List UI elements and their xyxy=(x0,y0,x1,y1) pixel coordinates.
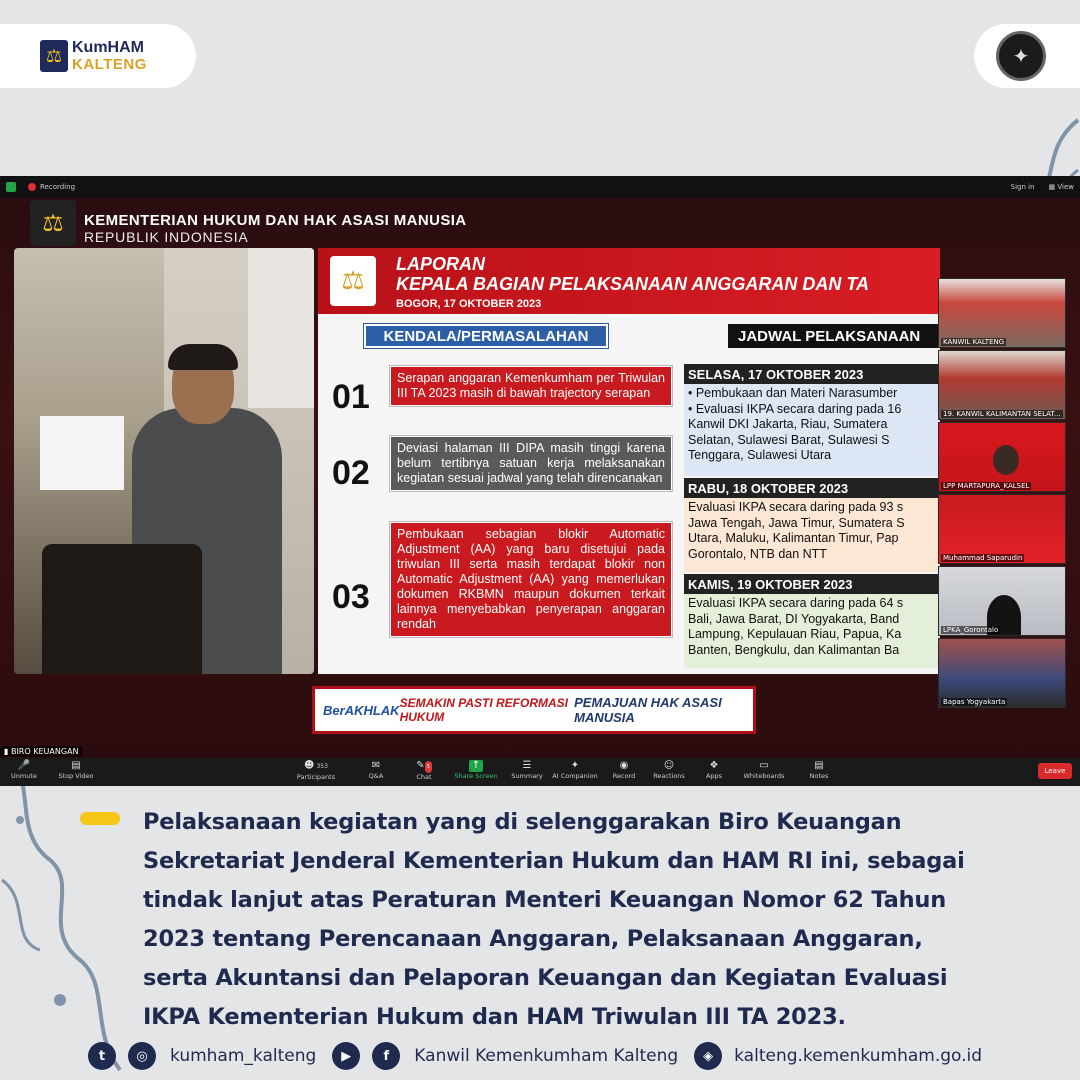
participant-name: Muhammad Saparudin xyxy=(943,554,1023,562)
participants-icon: ☻ 353 xyxy=(304,760,328,771)
slide-date: BOGOR, 17 OKTOBER 2023 xyxy=(396,298,542,310)
schedule-line: • Pembukaan dan Materi Narasumber xyxy=(688,386,898,400)
notes-button[interactable] xyxy=(795,760,843,786)
slogan-reformasi: SEMAKIN PASTI REFORMASI HUKUM xyxy=(399,696,569,724)
participant-tile[interactable] xyxy=(938,494,1066,564)
schedule-day: KAMIS, 19 OKTOBER 2023 xyxy=(684,574,940,594)
slide-header xyxy=(318,248,940,314)
chat-label: Chat xyxy=(416,773,432,781)
stop-video-button[interactable] xyxy=(52,760,100,786)
video-camera-icon: ▤ xyxy=(71,760,81,771)
seal-container xyxy=(974,24,1080,88)
share-screen-button[interactable] xyxy=(452,760,500,786)
participants-label: Participants xyxy=(296,773,336,781)
participant-tile[interactable] xyxy=(938,566,1066,636)
whiteboards-label: Whiteboards xyxy=(743,772,785,780)
caption-line: serta Akuntansi dan Pelaporan Keuangan dan Kegiatan Evaluasi xyxy=(143,965,948,991)
schedule-line: Gorontalo, NTB dan NTT xyxy=(688,546,827,561)
issue-text: Serapan anggaran Kemenkumham per Triwulan III TA 2023 masih di bawah trajectory serapan xyxy=(390,366,672,406)
notes-icon: ▤ xyxy=(814,760,824,771)
schedule-line: Bali, Jawa Barat, DI Yogyakarta, Band xyxy=(688,611,900,626)
apps-icon: ❖ xyxy=(709,760,719,771)
caption-line: tindak lanjut atas Peraturan Menteri Keuangan Nomor 62 Tahun xyxy=(143,887,947,913)
apps-label: Apps xyxy=(705,772,723,780)
issue-text: Pembukaan sebagian blokir Automatic Adjustment (AA) yang baru disetujui pada triwulan III serta masih terdapat blokir non Automatic Adjustment (AA) yang memerlukan dokumen RKBMN maupun dokumen terkait lainnya menyebabkan penyerapan anggaran rendah xyxy=(390,522,672,637)
institution-seal-icon: ✦ xyxy=(996,31,1046,81)
schedule-line: Tenggara, Sulawesi Utara xyxy=(688,448,832,462)
schedule-day: RABU, 18 OKTOBER 2023 xyxy=(684,478,940,498)
participant-name: LPP MARTAPURA_KALSEL xyxy=(943,482,1030,490)
record-dot-icon xyxy=(28,183,36,191)
recording-label: Recording xyxy=(40,183,76,191)
social-handle[interactable]: kumham_kalteng xyxy=(170,1046,317,1066)
website-link[interactable]: kalteng.kemenkumham.go.id xyxy=(734,1046,983,1066)
caption-line: Sekretariat Jenderal Kementerian Hukum dan HAM RI ini, sebagai xyxy=(143,848,965,874)
stop-video-label: Stop Video xyxy=(58,772,94,780)
signal-icon: ▮ xyxy=(4,747,9,756)
reactions-label: Reactions xyxy=(653,772,685,780)
whiteboards-button[interactable] xyxy=(740,760,788,786)
caption-line: IKPA Kementerian Hukum dan HAM Triwulan III TA 2023. xyxy=(143,1004,846,1030)
chat-badge: 5 xyxy=(425,761,432,773)
caption-line: Pelaksanaan kegiatan yang di selenggarakan Biro Keuangan xyxy=(143,809,902,835)
slide-emblem-icon: ⚖ xyxy=(330,256,376,306)
ministry-emblem-icon: ⚖ xyxy=(30,200,76,246)
qa-button[interactable] xyxy=(352,760,400,786)
globe-icon[interactable]: ◈ xyxy=(694,1042,722,1070)
schedule-line: Jawa Tengah, Jawa Timur, Sumatera S xyxy=(688,515,905,530)
youtube-icon[interactable]: ▶ xyxy=(332,1042,360,1070)
zoom-meeting-window xyxy=(0,176,1080,786)
schedule-line: Kanwil DKI Jakarta, Riau, Sumatera xyxy=(688,417,888,431)
meeting-video-area xyxy=(0,198,1080,758)
qa-label: Q&A xyxy=(368,772,384,780)
participant-tile[interactable] xyxy=(938,638,1066,708)
schedule-day: SELASA, 17 OKTOBER 2023 xyxy=(684,364,940,384)
caption-bullet xyxy=(80,812,120,825)
sparkle-icon: ✦ xyxy=(570,760,580,771)
ai-companion-label: AI Companion xyxy=(552,772,598,780)
unmute-button[interactable] xyxy=(0,760,48,786)
whiteboard-icon: ▭ xyxy=(759,760,769,771)
slogan-pemajuan: PEMAJUAN HAK ASASI MANUSIA xyxy=(574,695,722,725)
facebook-name[interactable]: Kanwil Kemenkumham Kalteng xyxy=(414,1046,679,1066)
schedule-body xyxy=(684,498,940,572)
footer-social-bar xyxy=(88,1040,982,1072)
view-label: View xyxy=(1057,183,1074,191)
podium xyxy=(42,544,202,674)
apps-button[interactable] xyxy=(690,760,738,786)
participant-name: KANWIL KALTENG xyxy=(943,338,1005,346)
participant-avatar xyxy=(993,445,1019,475)
chat-icon: ✎ 5 xyxy=(416,760,430,771)
instagram-icon[interactable]: ◎ xyxy=(128,1042,156,1070)
participant-tile[interactable] xyxy=(938,422,1066,492)
kendala-header: KENDALA/PERMASALAHAN xyxy=(364,324,608,348)
jadwal-header: JADWAL PELAKSANAAN xyxy=(728,324,940,348)
qa-icon: ✉ xyxy=(371,760,381,771)
caption-line: 2023 tentang Perencanaan Anggaran, Pelaksanaan Anggaran, xyxy=(143,926,923,952)
issue-text: Deviasi halaman III DIPA masih tinggi karena belum tertibnya satuan kerja melaksanakan kegiatan sesuai jadwal yang telah direncanakan xyxy=(390,436,672,491)
participant-tile[interactable] xyxy=(938,278,1066,348)
brand-logo xyxy=(0,24,196,88)
slogan-berakhlak: BerAKHLAK xyxy=(323,702,400,718)
caption-text xyxy=(143,803,1003,1037)
record-label: Record xyxy=(612,772,636,780)
presentation-slide xyxy=(318,248,940,674)
view-button[interactable]: ▦ View xyxy=(1048,183,1074,191)
schedule-line: • Evaluasi IKPA secara daring pada 16 xyxy=(688,401,902,416)
schedule-line: Lampung, Kepulauan Riau, Papua, Ka xyxy=(688,627,902,641)
speaker-name: BIRO KEUANGAN xyxy=(10,747,79,756)
chat-button[interactable] xyxy=(400,760,448,786)
share-screen-icon: ↑ xyxy=(469,760,483,772)
summary-button[interactable] xyxy=(503,760,551,786)
logo-line2: KALTENG xyxy=(72,56,147,73)
participant-tile[interactable] xyxy=(938,350,1066,420)
sign-in-button[interactable]: Sign in xyxy=(1010,183,1035,191)
schedule-line: Evaluasi IKPA secara daring pada 93 s xyxy=(688,500,904,514)
schedule-line: Utara, Maluku, Kalimantan Timur, Pap xyxy=(688,531,899,545)
slide-title-1: LAPORAN xyxy=(396,254,485,274)
smiley-icon: ☺ xyxy=(663,760,675,771)
schedule-line: Banten, Bengkulu, dan Kalimantan Ba xyxy=(688,642,900,657)
notes-label: Notes xyxy=(809,772,829,780)
ai-companion-button[interactable] xyxy=(551,760,599,786)
speaker-video xyxy=(14,248,314,674)
schedule-line: Selatan, Sulawesi Barat, Sulawesi S xyxy=(688,432,890,447)
record-button[interactable] xyxy=(600,760,648,786)
summary-icon: ☰ xyxy=(522,760,532,771)
issue-number: 01 xyxy=(332,378,370,416)
reactions-button[interactable] xyxy=(645,760,693,786)
participants-count: 353 xyxy=(316,763,328,770)
leave-button[interactable]: Leave xyxy=(1038,763,1072,779)
participant-name: LPKA_Gorontalo xyxy=(943,626,999,634)
slide-title-2: KEPALA BAGIAN PELAKSANAAN ANGGARAN DAN TA xyxy=(396,274,869,294)
issue-number: 03 xyxy=(332,578,370,616)
participant-gallery xyxy=(938,278,1066,710)
speaker-name-tag xyxy=(0,746,82,757)
zoom-top-bar xyxy=(0,176,1080,198)
schedule-line: Evaluasi IKPA secara daring pada 64 s xyxy=(688,596,904,610)
recording-indicator[interactable] xyxy=(28,183,75,191)
logo-line1: KumHAM xyxy=(72,39,144,56)
schedule-body xyxy=(684,384,940,476)
zoom-toolbar xyxy=(0,758,1080,786)
slogan-banner xyxy=(312,686,756,734)
security-shield-icon[interactable] xyxy=(6,182,16,192)
record-icon: ◉ xyxy=(619,760,629,771)
share-screen-label: Share Screen xyxy=(454,772,498,780)
participant-name: Bapas Yogyakarta xyxy=(943,698,1006,706)
org-country: REPUBLIK INDONESIA xyxy=(84,229,249,245)
participant-name: 19. KANWIL KALIMANTAN SELAT... xyxy=(943,410,1061,418)
twitter-icon[interactable]: t xyxy=(88,1042,116,1070)
summary-label: Summary xyxy=(511,772,543,780)
kumham-emblem-icon: ⚖ xyxy=(40,40,68,72)
issue-number: 02 xyxy=(332,454,370,492)
schedule-body xyxy=(684,594,940,668)
org-name: KEMENTERIAN HUKUM DAN HAK ASASI MANUSIA xyxy=(84,212,467,229)
unmute-label: Unmute xyxy=(11,772,37,780)
microphone-muted-icon: 🎤 xyxy=(17,760,31,771)
participants-button[interactable] xyxy=(292,760,340,786)
facebook-icon[interactable]: f xyxy=(372,1042,400,1070)
